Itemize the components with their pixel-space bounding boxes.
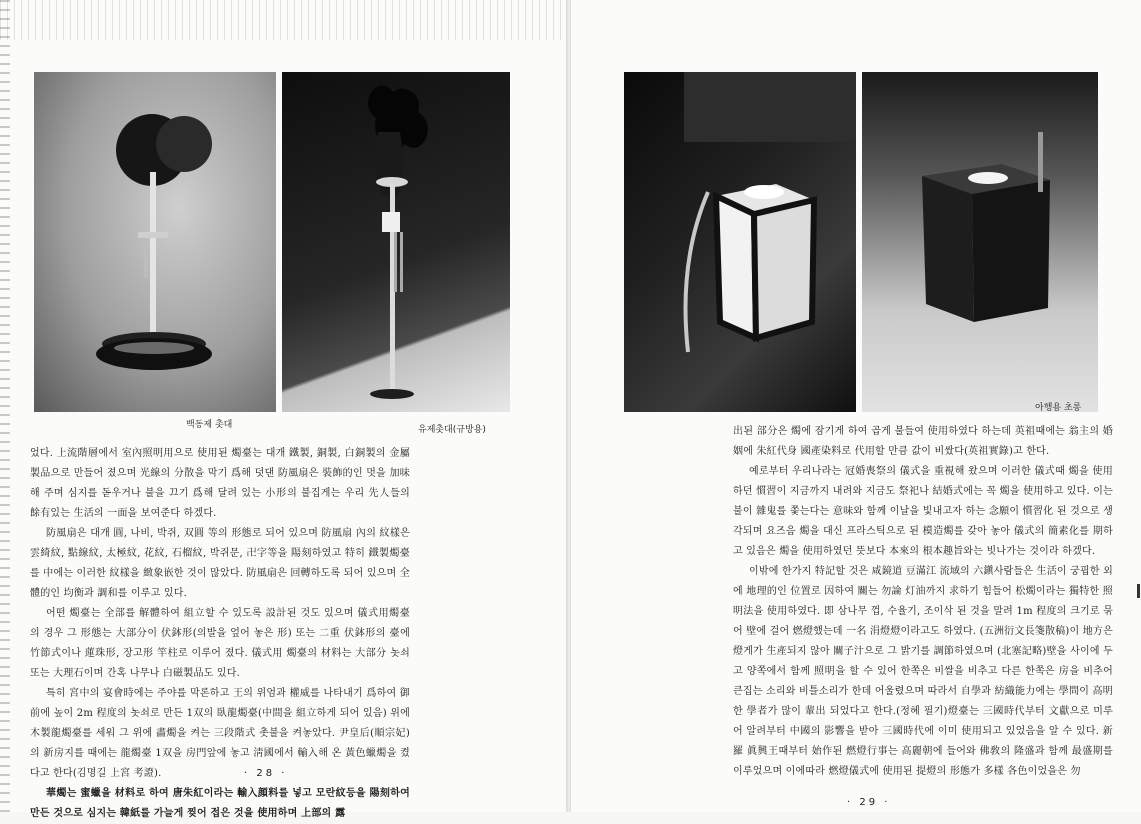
paragraph: 防風扇은 대개 圓, 나비, 박쥐, 双圓 等의 形態로 되어 있으며 防風扇 內의 紋樣은 雲綺紋, 點線紋, 太極紋, 花紋, 石榴紋, 박쥐문, 卍字等을 陽刻하였고 特히 鐵製燭臺를 中에는 이러한 紋樣을 緻象嵌한 것이 많았다. 防風扇은 回轉하도록 되어 있으며 全體的인 均衡과 調和를 이루고 있다. bbox=[30, 528, 410, 599]
left-page bbox=[0, 0, 568, 819]
caption-photo1: 백동제 촛대 bbox=[186, 420, 233, 430]
photo-white-brass-candlestick bbox=[34, 72, 276, 412]
paragraph: 특히 宮中의 宴會時에는 주야를 막론하고 王의 위엄과 權威를 나타내기 爲하여 御前에 높이 2m 程度의 놋쇠로 만든 1双의 臥龍燭臺(中間을 組立하게 되어 있음) 위에 木製龍燭臺를 세워 그 위에 畵燭을 켜는 三段階式 촛불을 켜놓았다. 尹皇后(順宗妃)의 新房지를 때에는 龍燭臺 1双을 房門앞에 놓고 淸國에서 輸入해 온 黃色蠟燭을 켰다고 한다(김명길 上宮 考證). bbox=[30, 688, 410, 779]
right-body-text bbox=[733, 422, 1113, 782]
paragraph: 어떤 燭臺는 全部를 解體하여 組立할 수 있도록 設計된 것도 있으며 儀式用燭臺의 경우 그 形態는 大部分이 伏鉢形(의발을 엎어 놓은 形) 또는 二重 伏鉢形의 臺에 竹節式이나 蓮珠形, 장고形 竿柱로 이루어 졌다. 儀式用 燭臺의 材料는 大部分 놋쇠 또는 大理石이며 간혹 나무나 白磁製品도 있다. bbox=[30, 608, 410, 679]
scan-mark bbox=[1137, 584, 1140, 598]
lantern-drawing bbox=[862, 72, 1098, 412]
paragraph: 華燭는 蜜蠟을 材料로 하여 唐朱紅이라는 輸入顔料를 넣고 모란紋등을 陽刻하여 만든 것으로 심지는 韓紙를 가늘게 찢어 접은 것을 使用하며 上部의 露 bbox=[30, 788, 410, 819]
left-body-text bbox=[30, 444, 410, 824]
paragraph: 었다. 上流階層에서 室內照明用으로 使用된 燭臺는 대개 鐵製, 銅製, 白銅製의 金屬製品으로 만들어 졌으며 光線의 分散을 막기 爲해 덧댄 防風扇은 裝飾的인 멋을 加味해 주며 심지를 돋우거나 불을 끄기 爲해 달려 있는 小形의 불집게는 우리 先人들의 餘有있는 生活의 一面을 보여준다 하겠다. bbox=[30, 448, 410, 519]
caption-photo4: 아행용 초롱 bbox=[1035, 403, 1082, 413]
page-number: · 29 · bbox=[847, 797, 891, 808]
paragraph: 예로부터 우리나라는 冠婚喪祭의 儀式을 重視해 왔으며 이러한 儀式때 燭을 使用하던 慣習이 지금까지 내려와 지금도 祭祀나 結婚式에는 꼭 燭을 使用하고 있다. 이는 불이 雜鬼를 쫓는다는 意味와 함께 이날을 빛내고자 하는 念願이 慣習化 된 것으로 생각되며 요즈음 燭을 대신 프라스틱으로 된 模造燭를 갖아 놓아 儀式의 簡素化를 期하고 있음은 燭을 使用하였던 뜻보다 本來의 根本趣旨와는 빗나가는 것이라 하겠다. bbox=[733, 466, 1113, 557]
page-number: · 28 · bbox=[244, 768, 288, 779]
scan-edge bbox=[0, 0, 10, 812]
scan-noise bbox=[0, 0, 568, 40]
paragraph: 出된 部分은 燭에 잠기게 하여 곱게 불들여 使用하였다 하는데 英祖때에는 翁主의 婚姻에 朱紅代身 國產染料로 代用할 만큼 값이 비쌌다(英祖實錄)고 한다. bbox=[733, 426, 1113, 457]
photo-lantern-night bbox=[862, 72, 1098, 412]
photo-brass-candlestick-boudoir bbox=[282, 72, 510, 412]
photo-lantern-open bbox=[624, 72, 856, 412]
caption-photo2: 유제촛대(규방용) bbox=[418, 425, 486, 435]
candlestick-drawing bbox=[282, 72, 510, 412]
right-page bbox=[571, 0, 1141, 812]
lantern-drawing bbox=[624, 72, 856, 412]
paragraph: 이밖에 한가지 特記할 것은 咸鏡道 豆滿江 流域의 六鎭사람들은 生活이 궁핍한 외에 地理的인 位置로 因하여 關는 勿論 灯油까지 求하기 힘들어 松燭이라는 獨特한 照明法을 使用하였다. 即 삼나무 껍, 수율기, 조이삭 된 것을 말려 1m 程度의 크기로 묶어 壁에 걸어 燃燈했는데 一名 涓燈燈이라고도 하였다. (五洲衍文長箋散稿)이 地方은 燈게가 生產되지 않아 關子汁으로 그 밝기를 調節하였으며 (北塞記略)壁을 사이에 두고 양쪽에서 함께 照明을 할 수 있어 한쪽은 비쌀을 비추고 다른 한쪽은 房을 비추어 큰집는 소리와 비틀소리가 한데 어울렸으며 따라서 自學과 紡織能力에는 學問이 高明한 學者가 많이 輩出 되었다고 한다.(정혜 필기)燈臺는 三國時代부터 文獻으로 미루어 알려부터 中國의 影響을 받아 三國時代에 이미 使用되고 있었음을 알 수 있다. 新羅 眞興王때부터 始作된 燃燈行事는 高麗朝에 들어와 佛敎의 隆盛과 함께 最盛期를 이루었으며 이에따라 燃燈儀式에 使用된 提燈의 形態가 多樣 各色이었을은 勿 bbox=[733, 566, 1113, 777]
candlestick-drawing bbox=[34, 72, 276, 412]
